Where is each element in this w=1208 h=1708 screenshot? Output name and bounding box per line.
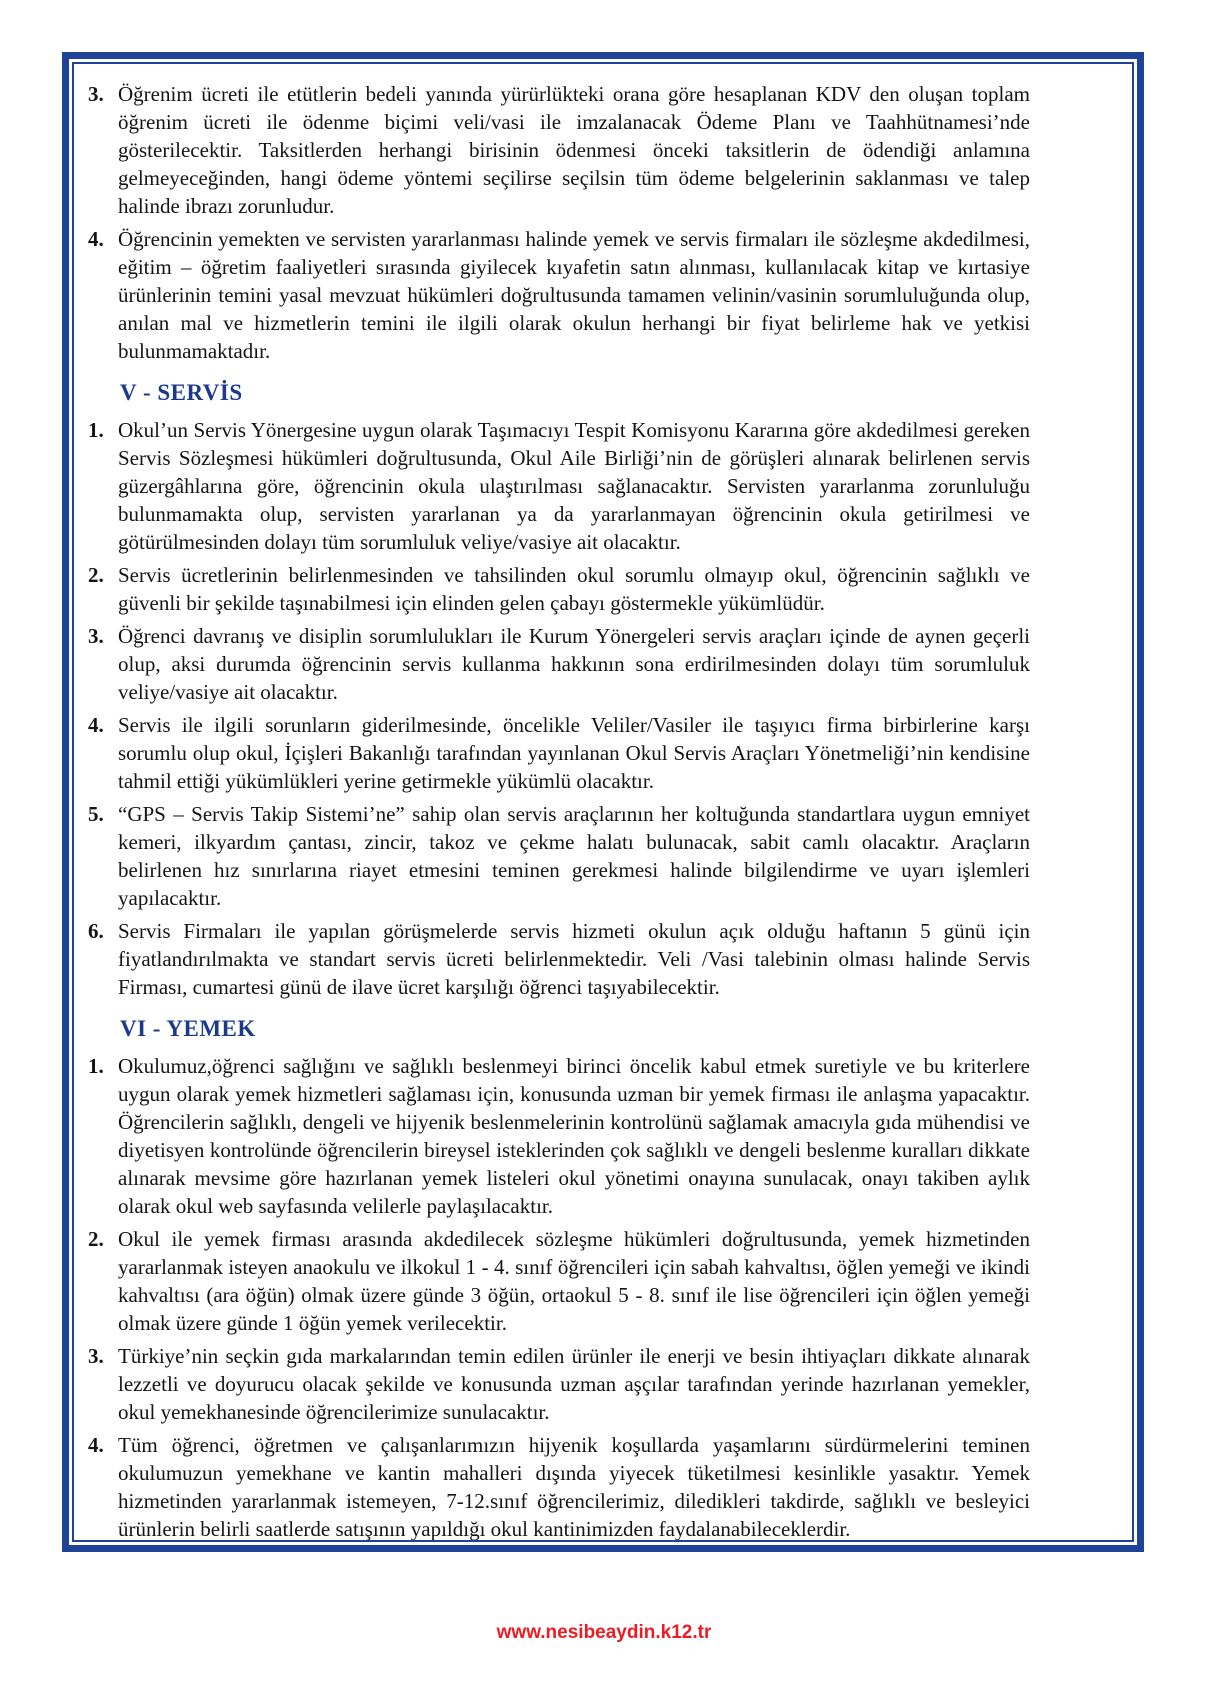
item-text: Öğrencinin yemekten ve servisten yararlanması halinde yemek ve servis firmaları ile sözleşme akdedilmesi, eğitim – öğretim faaliyetleri sırasında giyilecek kıyafetin satın alınması, kullanılacak kitap ve kırtasiye ürünlerinin temini yasal mevzuat hükümleri doğrultusunda tamamen velinin/vasinin sorumluluğunda olup, anılan mal ve hizmetlerin temini ile ilgili olarak okulun herhangi bir fiyat belirleme hak ve yetkisi bulunmamaktadır.: [118, 227, 1030, 363]
item-text: Tüm öğrenci, öğretmen ve çalışanlarımızın hijyenik koşullarda yaşamlarını sürdürmelerini teminen okulumuzun yemekhane ve kantin mahalleri dışında yiyecek tüketilmesi kesinlikle yasaktır. Yemek hizmetinden yararlanmak istemeyen, 7-12.sınıf öğrencilerimiz, diledikleri takdirde, sağlıklı ve besleyici ürünlerin belirli saatlerde satışının yapıldığı okul kantinimizden faydalanabileceklerdir.: [118, 1433, 1030, 1541]
item-number: 4.: [88, 1433, 104, 1457]
list-item: [86, 1431, 1030, 1542]
item-text: Okulumuz,öğrenci sağlığını ve sağlıklı beslenmeyi birinci öncelik kabul etmek suretiyle ve bu kriterlere uygun olarak yemek hizmetleri sağlaması için, konusunda uzman bir yemek firması ile anlaşma yapacaktır. Öğrencilerin sağlıklı, dengeli ve hijyenik beslenmelerinin kontrolünü sağlamak amacıyla gıda mühendisi ve diyetisyen kontrolünde öğrencilerin bireysel isteklerinden çok sağlıklı ve dengeli beslenme kuralları dikkate alınarak mevsime göre hazırlanan yemek listeleri okul yönetimi onayına sunulacak, onayı takiben aylık olarak okul web sayfasında velilerle paylaşılacaktır.: [118, 1054, 1030, 1218]
document-frame-inner: [72, 62, 1134, 1542]
item-text: Servis Firmaları ile yapılan görüşmelerde servis hizmeti okulun açık olduğu haftanın 5 günü için fiyatlandırılmakta ve standart servis ücreti belirlenmektedir. Veli /Vasi talebinin olması halinde Servis Firması, cumartesi günü de ilave ücret karşılığı öğrenci taşıyabilecektir.: [118, 919, 1030, 999]
item-text: Okul’un Servis Yönergesine uygun olarak Taşımacıyı Tespit Komisyonu Kararına göre akdedilmesi gereken Servis Sözleşmesi hükümleri doğrultusunda, Okul Aile Birliği’nin de görüşleri alınarak belirlenen servis güzergâhlarına göre, öğrencinin okula ulaştırılması sağlanacaktır. Servisten yararlanma zorunluluğu bulunmamakta olup, servisten yararlanan ya da yararlanmayan öğrencinin okula getirilmesi ve götürülmesinden dolayı tüm sorumluluk veliye/vasiye ait olacaktır.: [118, 418, 1030, 554]
list-item: [86, 622, 1030, 706]
item-number: 4.: [88, 227, 104, 251]
item-number: 3.: [88, 82, 104, 106]
list-item: [86, 1225, 1030, 1337]
item-number: 1.: [88, 418, 104, 442]
list-item: [86, 80, 1030, 220]
footer-url: www.nesibeaydin.k12.tr: [496, 1622, 712, 1643]
item-number: 4.: [88, 713, 104, 737]
item-number: 1.: [88, 1054, 104, 1078]
item-text: Servis ile ilgili sorunların giderilmesinde, öncelikle Veliler/Vasiler ile taşıyıcı firma birbirlerine karşı sorumlu olup okul, İçişleri Bakanlığı tarafından yayınlanan Okul Servis Araçları Yönetmeliği’nin kendisine tahmil ettiği yükümlükleri yerine getirmekle yükümlü olacaktır.: [118, 713, 1030, 793]
item-text: Öğrenci davranış ve disiplin sorumlulukları ile Kurum Yönergeleri servis araçları içinde de aynen geçerli olup, aksi durumda öğrencinin servis kullanma hakkının sona erdirilmesinden dolayı tüm sorumluluk veliye/vasiye ait olacaktır.: [118, 624, 1030, 704]
item-text: “GPS – Servis Takip Sistemi’ne” sahip olan servis araçlarının her koltuğunda standartlara uygun emniyet kemeri, ilkyardım çantası, zincir, takoz ve çekme halatı bulunacak, sabit camlı olacaktır. Araçların belirlenen hız sınırlarına riayet etmesini teminen gerekmesi halinde bilgilendirme ve uyarı işlemleri yapılacaktır.: [118, 802, 1030, 910]
item-number: 5.: [88, 802, 104, 826]
item-number: 2.: [88, 1227, 104, 1251]
list-item: [86, 1342, 1030, 1426]
list-item: [86, 917, 1030, 1001]
item-number: 2.: [88, 563, 104, 587]
document-frame: [62, 52, 1144, 1552]
item-text: Servis ücretlerinin belirlenmesinden ve tahsilinden okul sorumlu olmayıp okul, öğrencinin sağlıklı ve güvenli bir şekilde taşınabilmesi için elinden gelen çabayı göstermekle yükümlüdür.: [118, 563, 1030, 615]
section-heading-yemek: VI - YEMEK: [120, 1016, 256, 1041]
section-heading-servis: V - SERVİS: [120, 380, 243, 405]
item-number: 6.: [88, 919, 104, 943]
list-item: [86, 561, 1030, 617]
item-number: 3.: [88, 1344, 104, 1368]
item-text: Türkiye’nin seçkin gıda markalarından temin edilen ürünler ile enerji ve besin ihtiyaçları dikkate alınarak lezzetli ve doyurucu olacak şekilde ve konusunda uzman aşçılar tarafından yerinde hazırlanan yemekler, okul yemekhanesinde öğrencilerimize sunulacaktır.: [118, 1344, 1030, 1424]
list-item: [86, 225, 1030, 365]
list-item: [86, 416, 1030, 556]
list-item: [86, 800, 1030, 912]
item-number: 3.: [88, 624, 104, 648]
item-text: Öğrenim ücreti ile etütlerin bedeli yanında yürürlükteki orana göre hesaplanan KDV den oluşan toplam öğrenim ücreti ile ödenme biçimi veli/vasi ile imzalanacak Ödeme Planı ve Taahhütnamesi’nde gösterilecektir. Taksitlerden herhangi birisinin ödenmesi önceki taksitlerin de ödendiği anlamına gelmeyeceğinden, hangi ödeme yöntemi seçilirse seçilsin tüm ödeme belgelerinin saklanması ve talep halinde ibrazı zorunludur.: [118, 82, 1030, 218]
item-text: Okul ile yemek firması arasında akdedilecek sözleşme hükümleri doğrultusunda, yemek hizmetinden yararlanmak isteyen anaokulu ve ilkokul 1 - 4. sınıf öğrencileri için sabah kahvaltısı, öğlen yemeği ve ikindi kahvaltısı (ara öğün) olmak üzere günde 3 öğün, ortaokul 5 - 8. sınıf ile lise öğrencileri için öğlen yemeği olmak üzere günde 1 öğün yemek verilecektir.: [118, 1227, 1030, 1335]
list-item: [86, 711, 1030, 795]
list-item: [86, 1052, 1030, 1220]
